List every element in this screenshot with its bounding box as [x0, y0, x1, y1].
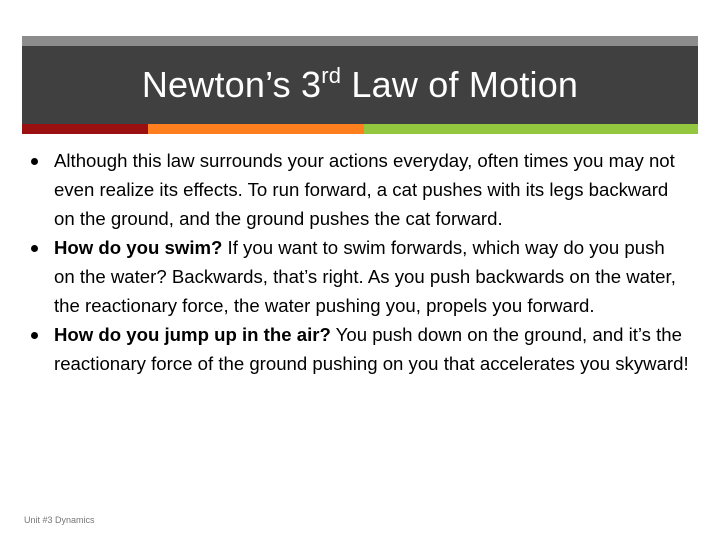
- accent-orange-segment: [148, 124, 364, 134]
- accent-bar: [22, 124, 698, 134]
- slide-title: [142, 64, 578, 106]
- bullet-text: If you want to swim forwards, which way do you push on the water? Backwards, that’s right. As you push backwards on the water, the reactionary force, the water pushing you, propels you forward.: [54, 237, 676, 316]
- title-superscript: rd: [321, 63, 342, 88]
- title-main: Newton’s 3: [141, 64, 322, 105]
- slide-footer: Unit #3 Dynamics: [24, 515, 95, 525]
- title-rest: Law of Motion: [341, 64, 579, 105]
- title-bar: [22, 46, 698, 124]
- top-strip: [22, 36, 698, 46]
- bullet-item: [30, 146, 690, 233]
- bullet-list: [30, 146, 690, 378]
- bullet-item: [30, 320, 690, 378]
- bullet-text: You push down on the ground, and it’s the reactionary force of the ground pushing on you that accelerates you skyward!: [54, 324, 689, 374]
- bullet-item: [30, 233, 690, 320]
- bullet-lead: How do you jump up in the air?: [54, 324, 331, 345]
- accent-red-segment: [22, 124, 148, 134]
- bullet-text: Although this law surrounds your actions everyday, often times you may not even realize its effects. To run forward, a cat pushes with its legs backward on the ground, and the ground pushes the cat forward.: [54, 150, 675, 229]
- accent-green-segment: [364, 124, 698, 134]
- bullet-lead: How do you swim?: [54, 237, 223, 258]
